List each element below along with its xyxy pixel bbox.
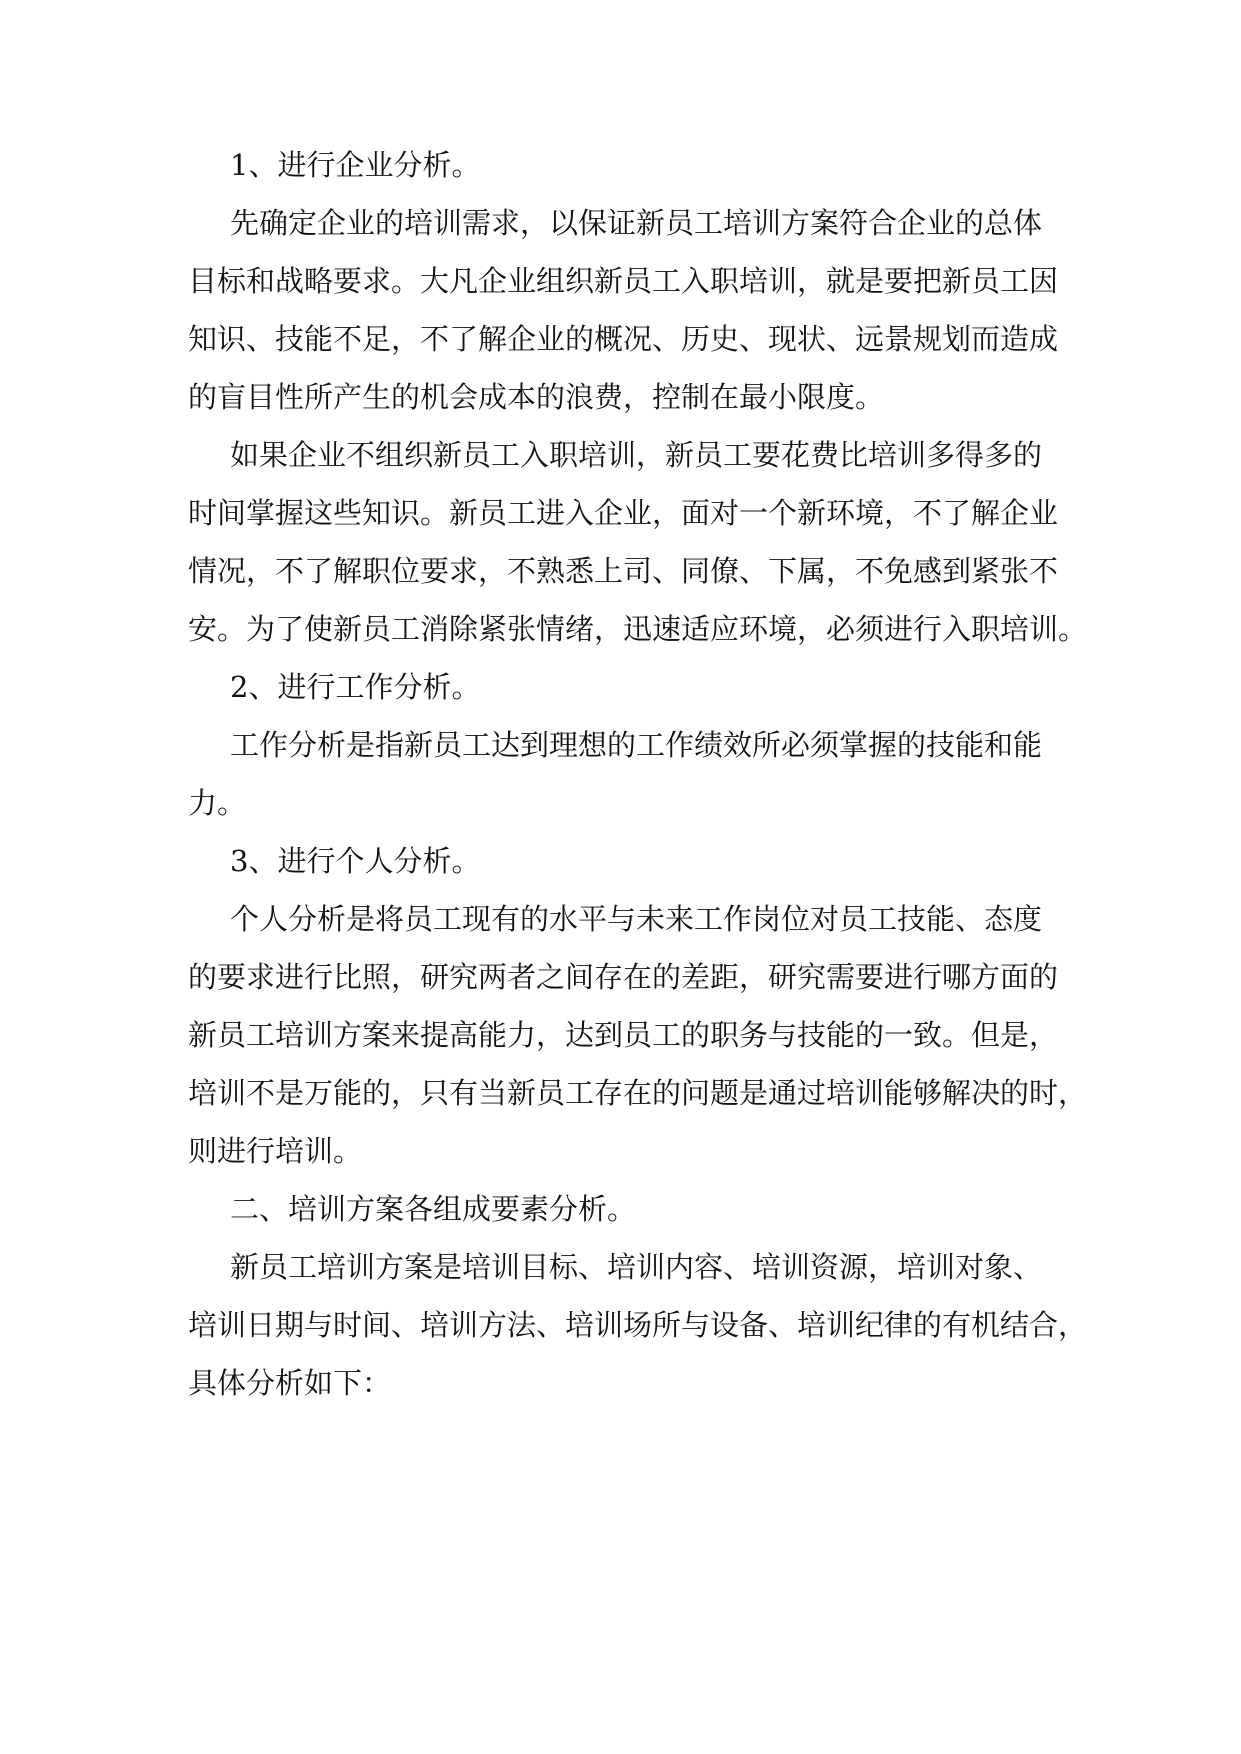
paragraph-line: 的要求进行比照，研究两者之间存在的差距，研究需要进行哪方面的	[188, 960, 1059, 994]
paragraph-line: 新员工培训方案来提高能力，达到员工的职务与技能的一致。但是，	[188, 1018, 1059, 1052]
heading-plan-elements: 二、培训方案各组成要素分析。	[230, 1192, 637, 1226]
paragraph-line: 则进行培训。	[188, 1134, 363, 1168]
paragraph-line: 力。	[188, 786, 247, 820]
paragraph-line: 培训日期与时间、培训方法、培训场所与设备、培训纪律的有机结合，	[188, 1308, 1088, 1342]
paragraph-line: 具体分析如下：	[188, 1366, 392, 1400]
paragraph-line: 先确定企业的培训需求，以保证新员工培训方案符合企业的总体	[230, 206, 1043, 240]
heading-personal-analysis: 3、进行个人分析。	[230, 844, 481, 878]
paragraph-line: 个人分析是将员工现有的水平与未来工作岗位对员工技能、态度	[230, 902, 1043, 936]
paragraph-line: 安。为了使新员工消除紧张情绪，迅速适应环境，必须进行入职培训。	[188, 612, 1088, 646]
paragraph-line: 知识、技能不足，不了解企业的概况、历史、现状、远景规划而造成	[188, 322, 1059, 356]
paragraph-line: 如果企业不组织新员工入职培训，新员工要花费比培训多得多的	[230, 438, 1043, 472]
paragraph-line: 目标和战略要求。大凡企业组织新员工入职培训，就是要把新员工因	[188, 264, 1059, 298]
paragraph-line: 新员工培训方案是培训目标、培训内容、培训资源，培训对象、	[230, 1250, 1043, 1284]
paragraph-line: 工作分析是指新员工达到理想的工作绩效所必须掌握的技能和能	[230, 728, 1043, 762]
paragraph-line: 培训不是万能的，只有当新员工存在的问题是通过培训能够解决的时，	[188, 1076, 1088, 1110]
heading-job-analysis: 2、进行工作分析。	[230, 670, 481, 704]
paragraph-line: 时间掌握这些知识。新员工进入企业，面对一个新环境，不了解企业	[188, 496, 1059, 530]
paragraph-line: 情况，不了解职位要求，不熟悉上司、同僚、下属，不免感到紧张不	[188, 554, 1059, 588]
paragraph-line: 的盲目性所产生的机会成本的浪费，控制在最小限度。	[188, 380, 885, 414]
heading-enterprise-analysis: 1、进行企业分析。	[230, 148, 481, 182]
